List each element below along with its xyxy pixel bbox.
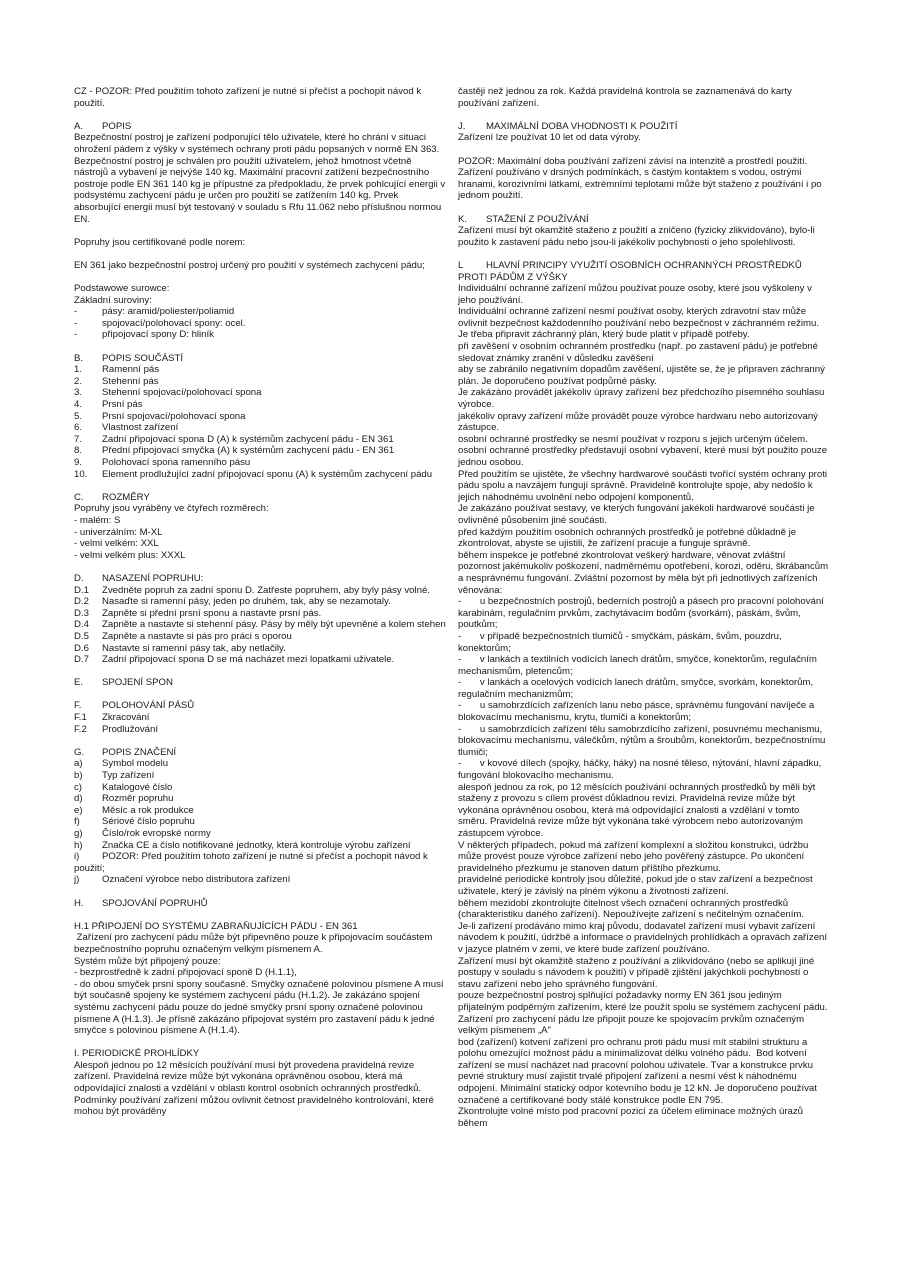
section-i-continuation: častěji než jednou za rok. Každá pravidelná kontrola se zaznamenává do karty používání zařízení. [458, 86, 795, 109]
en361-line: EN 361 jako bezpečnostní postroj určený pro použití v systémech zachycení pádu; [74, 259, 425, 271]
section-a-text: Bezpečnostní postroj je zařízení podporující tělo uživatele, které ho chrání v situaci ohrožení pádem z výšky v systémech ochrany proti pádu popsaných v normě EN 363. Bezpečnostní postroj je schválen pro použití uživatelem, jehož hmotnost včetně nástrojů a vybavení je nejvýše 140 kg. Maximální pracovní zatížení bezpečnostního postroje podle EN 361 140 kg je přípustné za předpokladu, že prvek pohlcující energii v podsystému zachycení pádu je určen pro použití se zatížením 140 kg. Prvek absorbující energii musí být testovaný v souladu s Rfu 11.062 nebo příslušnou normou EN. [74, 132, 448, 225]
materials-item: - pásy: aramid/poliester/poliamid [74, 306, 235, 318]
component-item: 8. Přední připojovací smyčka (A) k systémům zachycení pádu - EN 361 [74, 445, 395, 457]
section-e-heading: E. SPOJENÍ SPON [74, 677, 173, 689]
section-h-heading: H. SPOJOVÁNÍ POPRUHŮ [74, 897, 208, 909]
section-l-heading: L HLAVNÍ PRINCIPY VYUŽITÍ OSOBNÍCH OCHRANNÝCH PROSTŘEDKŮ PROTI PÁDŮM Z VÝŠKY [458, 259, 805, 283]
size-line: - velmi velkém: XXL [74, 538, 159, 550]
section-i-text: Alespoň jednou po 12 měsících používání musí být provedena pravidelná revize zařízení. Pravidelná revize může být vykonána oprávněnou osobou, která má odpovídající znalosti a vzdělání v oblasti kontrol osobních ochranných prostředků. Podmínky používání zařízení můžou ovlivnit četnost pravidelného kontrolování, které mohou být prováděny [74, 1059, 437, 1118]
component-item: 5. Prsní spojovací/polohovací spona [74, 410, 246, 422]
marking-item: g) Číslo/rok evropské normy [74, 828, 211, 839]
left-column [74, 86, 446, 1118]
intro-warning: CZ - POZOR: Před použitím tohoto zařízení je nutné si přečíst a pochopit návod k použití. [74, 86, 424, 109]
marking-item-continuation: použití; [74, 862, 105, 874]
size-line: Popruhy jsou vyráběny ve čtyřech rozměrech: [74, 503, 269, 515]
component-item: 4. Prsní pás [74, 399, 143, 411]
donning-step: D.2 Nasaďte si ramenní pásy, jeden po druhém, tak, aby se nezamotaly. [74, 596, 391, 608]
marking-item: f) Sériové číslo popruhu [74, 816, 195, 828]
size-line: - velmi velkém plus: XXXL [74, 549, 186, 561]
donning-step: D.6 Nastavte si ramenní pásy tak, aby netlačily. [74, 642, 286, 654]
donning-step: D.5 Zapněte a nastavte si pás pro práci s oporou [74, 630, 292, 642]
component-item: 6. Vlastnost zařízení [74, 422, 179, 434]
marking-item: c) Katalogové číslo [74, 781, 173, 793]
component-item: 3. Stehenní spojovací/polohovací spona [74, 387, 262, 399]
marking-item: a) Symbol modelu [74, 758, 169, 770]
section-k-text: Zařízení musí být okamžitě staženo z použití a zničeno (fyzicky zlikvidováno), bylo-li použito k zastavení pádu nebo jsou-li jakékoliv pochybnosti o jeho spolehlivosti. [458, 225, 818, 248]
certification-line: Popruhy jsou certifikované podle norem: [74, 236, 246, 248]
marking-item: d) Rozměr popruhu [74, 793, 174, 805]
component-item: 2. Stehenní pás [74, 375, 159, 387]
marking-item: e) Měsíc a rok produkce [74, 804, 194, 816]
section-j-text: Zařízení lze používat 10 let od data výroby. [458, 132, 641, 144]
section-f-heading: F. POLOHOVÁNÍ PÁSŮ [74, 700, 195, 712]
component-item: 10. Element prodlužující zadní připojovací sponu (A) k systémům zachycení pádu [74, 468, 433, 480]
donning-step: D.4 Zapněte a nastavte si stehenní pásy. Pásy by měly být upevněné a kolem stehen [74, 619, 446, 631]
marking-item: i) POZOR: Před použitím tohoto zařízení je nutné si přečíst a pochopit návod k [74, 851, 428, 863]
section-j-heading: J. MAXIMÁLNÍ DOBA VHODNOSTI K POUŽITÍ [458, 120, 678, 132]
materials-subtitle: Základní suroviny: [74, 294, 152, 306]
section-i-heading: I. PERIODICKÉ PROHLÍDKY [74, 1048, 200, 1060]
donning-step: D.7 Zadní připojovací spona D se má nacházet mezi lopatkami uživatele. [74, 654, 395, 666]
section-h1-text: Zařízení pro zachycení pádu může být připevněno pouze k připojovacím součástem bezpečnostního popruhu označeným velkým písmenem A. Systém může být připojený pouze: - bezprostředně k zadní připojovací sponě D (H.1.1), - do obou smyček prsní spony současně. Smyčky označené polovinou písmene A musí být současně spojeny ke systémem zachycení pádu (H.1.2). Je zakázáno spojení systému zachycení pádu pouze do jedné smyčky prsní spony označené polovinou písmene A (H.1.3). Je přísně zakázáno připojovat systém pro zastavení pádu k jedné smyčce s polovinou písmene A (H.1.4). [74, 932, 444, 1037]
section-b-heading: B. POPIS SOUČÁSTÍ [74, 352, 184, 364]
donning-step: D.3 Zapněte si přední prsní sponu a nastavte prsní pás. [74, 607, 322, 619]
size-line: - malém: S [74, 514, 121, 526]
marking-item: b) Typ zařízení [74, 770, 155, 782]
section-l-text: Individuální ochranné zařízení můžou používat pouze osoby, které jsou vyškoleny v jeho používání. Individuální ochranné zařízení nesmí používat osoby, kterých zdravotní stav může ovlivnit bezpečnost každodenního používání nebo bezpečnost v záchranném režimu. Je třeba připravit záchranný plán, který bude platit v případě potřeby. při zavěšení v osobním ochranném prostředku (např. po zastavení pádu) je potřebné sledovat známky zranění v důsledku zavěšení aby se zabránilo negativním dopadům zavěšení, ujistěte se, že je připraven záchranný plán. Je doporučeno používat podpůrné pásky. Je zakázáno provádět jakékoliv úpravy zařízení bez předchozího písemného souhlasu výrobce. jakékoliv opravy zařízení může provádět pouze výrobce hardwaru nebo autorizovaný zástupce. osobní ochranné prostředky se nesmí používat v rozporu s jejich určeným účelem. osobní ochranné prostředky představují osobní vybavení, které musí být použito pouze jednou osobou. Před použitím se ujistěte, že všechny hardwarové součásti tvořící systém ochrany proti pádu spolu a navzájem fungují správně. Pravidelně kontrolujte spoje, aby nedošlo k jejich náhodnému uvolnění nebo odpojení komponentů. Je zakázáno používat sestavy, ve kterých fungování jakékoli hardwarové součásti je ovlivněné působením jiné součásti. před každým použitím osobních ochranných prostředků je potřebné důkladně je zkontrolovat, abyste se ujistili, že zařízení pracuje a funguje správně. během inspekce je potřebné zkontrolovat veškerý hardware, věnovat zvláštní pozornost jakémukoliv poškození, nadměrnému opotřebení, korozi, oděru, škrábancům a nesprávnému fungování. Zvláštní pozornost by měla být při jednotlivých zařízeních věnována: - u bezpečnostních postrojů, bederních postrojů a pásech pro pracovní polohování karabinám, regulačním prvkům, zachytávacím bodům (svorkám), páskám, švům, poutkům; - v případě bezpečnostních tlumičů - smyčkám, páskám, švům, pouzdru, konektorům; - v lankách a textilních vodících lanech drátům, smyčce, konektorům, regulačním mechanismům, pletencům; - v lankách a ocelových vodících lanech drátům, smyčce, svorkám, konektorům, regulačním mechanizmům; - u samobrzdících zařízeních lanu nebo pásce, správnému fungování navíječe a blokovacímu mechanismu, krytu, tlumiči a konektorům; - u samobrzdících zařízení tělu samobrzdícího zařízení, posuvnému mechanismu, blokovacímu mechanismu, válečkům, nýtům a šroubům, konektorům, bezpečnostnímu tlumiči; - v kovové dílech (spojky, háčky, háky) na nosné těleso, nýtování, hlavní západku, fungování blokovacího mechanismu. alespoň jednou za rok, po 12 měsících používání ochranných prostředků by měli být staženy z provozu s cílem provést důkladnou revizi. Pravidelná revize může být vykonána oprávněnou osobou, která má odpovídající znalosti a vzdělání v tomto směru. Pravidelná revize může být vykonána také výrobcem nebo autorizovaným zástupcem výrobce. V některých případech, pokud má zařízení komplexní a složitou konstrukci, údržbu může provést pouze výrobce zařízení nebo jeho pověřený zástupce. Po ukončení pravidelného přezkumu je stanoven datum příštího přezkumu. pravidelné periodické kontroly jsou důležité, pokud jde o stav zařízení a bezpečnost uživatele, který je závislý na plném výkonu a životnosti zařízení. během mezidobí zkontrolujte čitelnost všech označení ochranných prostředků (charakteristiku daného zařízení). Nepoužívejte zařízení s nečitelným označením. Je-li zařízení prodáváno mimo kraj původu, dodavatel zařízení musí vybavit zařízení návodem k použití, údržbě a informace o pravidelných prohlídkách a opravách zařízení v jazyce platném v zemi, ve které bude zařízení používáno. Zařízení musí být okamžitě staženo z používání a zlikvidováno (nebo se aplikují jiné postupy v souladu s návodem k použití) v případě zjištění jakýchkoli pochybností o stavu zařízení nebo jeho správného fungování. pouze bezpečnostní postroj splňující požadavky normy EN 361 jsou jediným přijatelným podpěrným zařízením, které lze použít spolu se systémem zachycení pádu. Zařízení pro zachycení pádu lze připojit pouze ke spojovacím prvkům označeným velkým písmenem „A" bod (zařízení) kotvení zařízení pro ochranu proti pádu musí mít stabilní strukturu a polohu omezující možnost pádu a minimalizovat délku volného pádu. Bod kotvení zařízení se musí nacházet nad pracovní polohou uživatele. Tvar a konstrukce prvku pevné struktury musí zajistit trvalé připojení zařízení a nesmí vést k náhodnému odpojení. Minimální statický odpor kotevního bodu je 12 kN. Je doporučeno používat označené a certifikované body stálé konstrukce podle EN 795. Zkontrolujte volné místo pod pracovní pozicí za účelem eliminace možných úrazů během [458, 283, 829, 1129]
adjustment-item: F.1 Zkracování [74, 712, 150, 724]
section-k-heading: K. STAŽENÍ Z POUŽÍVÁNÍ [458, 213, 589, 225]
component-item: 9. Polohovací spona ramenního pásu [74, 457, 251, 468]
section-a-heading: A. POPIS [74, 120, 132, 132]
marking-item: j) Označení výrobce nebo distributora zařízení [74, 874, 291, 886]
section-j-warning: POZOR: Maximální doba používání zařízení závisí na intenzitě a prostředí použití. Zařízení používáno v drsných podmínkách, s častým kontaktem s vodou, ostrými hranami, korozivními látkami, extrémními teplotami může být staženo z používání i po jednom použití. [458, 155, 825, 202]
component-item: 7. Zadní připojovací spona D (A) k systémům zachycení pádu - EN 361 [74, 433, 394, 445]
right-column [458, 86, 830, 1129]
donning-step: D.1 Zvedněte popruh za zadní sponu D. Zatřeste popruhem, aby byly pásy volné. [74, 584, 430, 596]
section-d-heading: D. NASAZENÍ POPRUHU: [74, 572, 204, 584]
section-g-heading: G. POPIS ZNAČENÍ [74, 746, 177, 758]
section-c-heading: C. ROZMĚRY [74, 491, 150, 503]
adjustment-item: F.2 Prodlužování [74, 723, 158, 735]
component-item: 1. Ramenní pás [74, 364, 160, 376]
marking-item: h) Značka CE a číslo notifikované jednotky, která kontroluje výrobu zařízení [74, 839, 411, 851]
materials-item: - připojovací spony D: hliník [74, 329, 214, 341]
size-line: - univerzálním: M-XL [74, 526, 163, 538]
section-h1-heading: H.1 PŘIPOJENÍ DO SYSTÉMU ZABRAŇUJÍCÍCH PÁDU - EN 361 [74, 920, 358, 932]
materials-title: Podstawowe surowce: [74, 283, 170, 295]
materials-item: - spojovací/polohovací spony: ocel. [74, 317, 246, 329]
